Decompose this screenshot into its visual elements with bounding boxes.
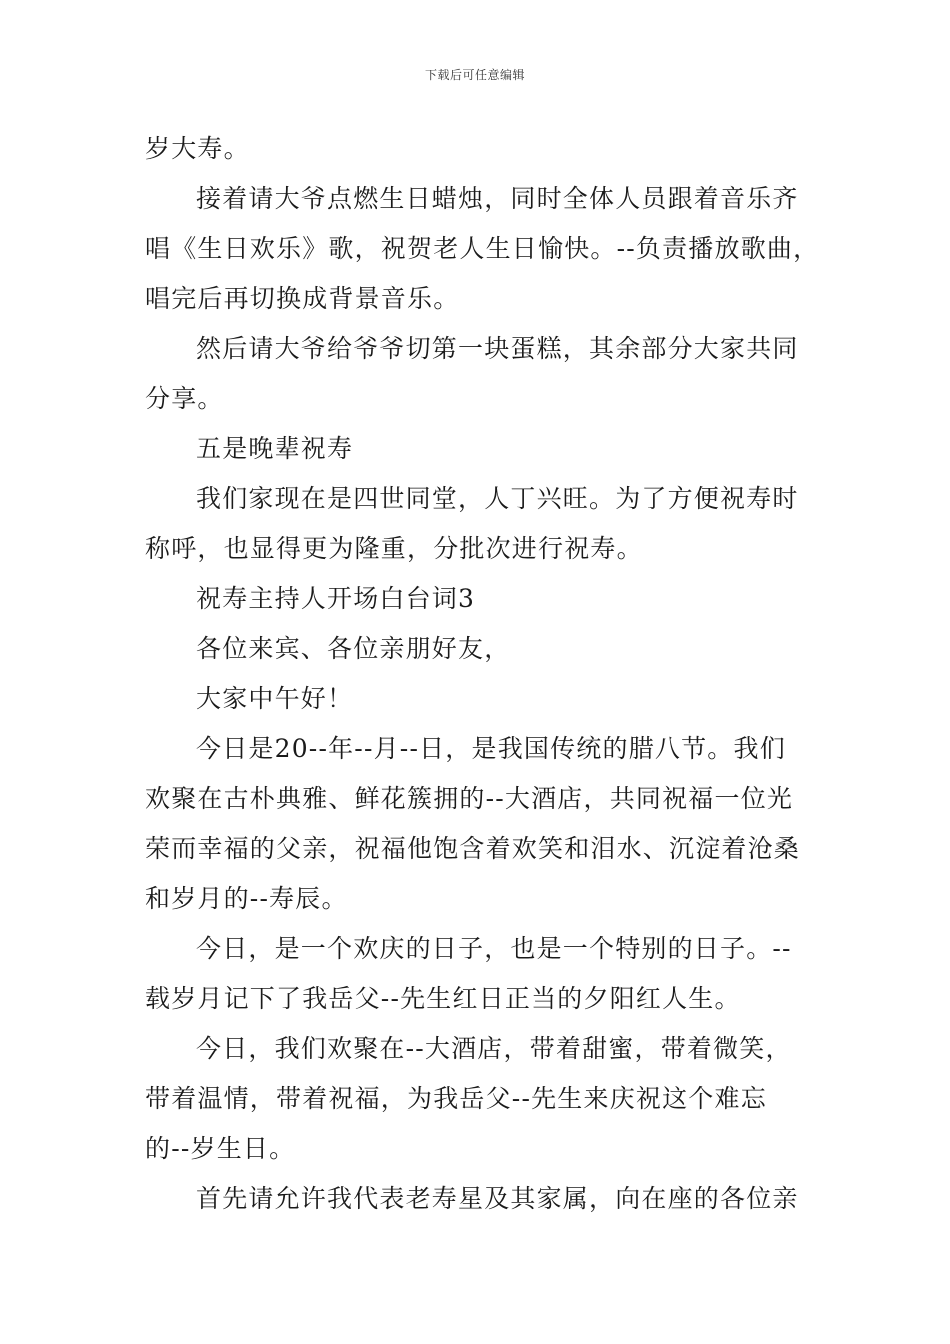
text-line: 载岁月记下了我岳父--先生红日正当的夕阳红人生。 xyxy=(145,984,741,1013)
text-line: 岁大寿。 xyxy=(145,134,250,163)
text-line: 接着请大爷点燃生日蜡烛，同时全体人员跟着音乐齐 xyxy=(196,184,799,213)
section-heading: 祝寿主持人开场白台词3 xyxy=(196,584,476,613)
text-line: 唱完后再切换成背景音乐。 xyxy=(145,284,460,313)
text-line: 然后请大爷给爷爷切第一块蛋糕，其余部分大家共同 xyxy=(196,334,799,363)
text-line: 荣而幸福的父亲，祝福他饱含着欢笑和泪水、沉淀着沧桑 xyxy=(145,834,801,863)
text-line: 首先请允许我代表老寿星及其家属，向在座的各位亲 xyxy=(196,1184,799,1213)
text-line: 各位来宾、各位亲朋好友， xyxy=(196,634,511,663)
text-line: 欢聚在古朴典雅、鲜花簇拥的--大酒店，共同祝福一位光 xyxy=(145,784,794,813)
document-body xyxy=(145,124,820,1224)
text-line: 带着温情，带着祝福，为我岳父--先生来庆祝这个难忘 xyxy=(145,1084,767,1113)
text-line: 和岁月的--寿辰。 xyxy=(145,884,348,913)
text-line: 我们家现在是四世同堂，人丁兴旺。为了方便祝寿时 xyxy=(196,484,799,513)
text-line: 唱《生日欢乐》歌，祝贺老人生日愉快。--负责播放歌曲， xyxy=(145,234,820,263)
text-line: 大家中午好！ xyxy=(196,684,354,713)
text-line: 的--岁生日。 xyxy=(145,1134,296,1163)
text-line: 今日，是一个欢庆的日子，也是一个特别的日子。-- xyxy=(196,934,792,963)
section-heading: 五是晚辈祝寿 xyxy=(196,434,354,463)
text-line: 今日，我们欢聚在--大酒店，带着甜蜜，带着微笑， xyxy=(196,1034,792,1063)
text-line: 今日是20--年--月--日，是我国传统的腊八节。我们 xyxy=(196,734,786,763)
page-header: 下载后可任意编辑 xyxy=(424,68,525,82)
text-line: 分享。 xyxy=(145,384,224,413)
text-line: 称呼，也显得更为隆重，分批次进行祝寿。 xyxy=(145,534,643,563)
